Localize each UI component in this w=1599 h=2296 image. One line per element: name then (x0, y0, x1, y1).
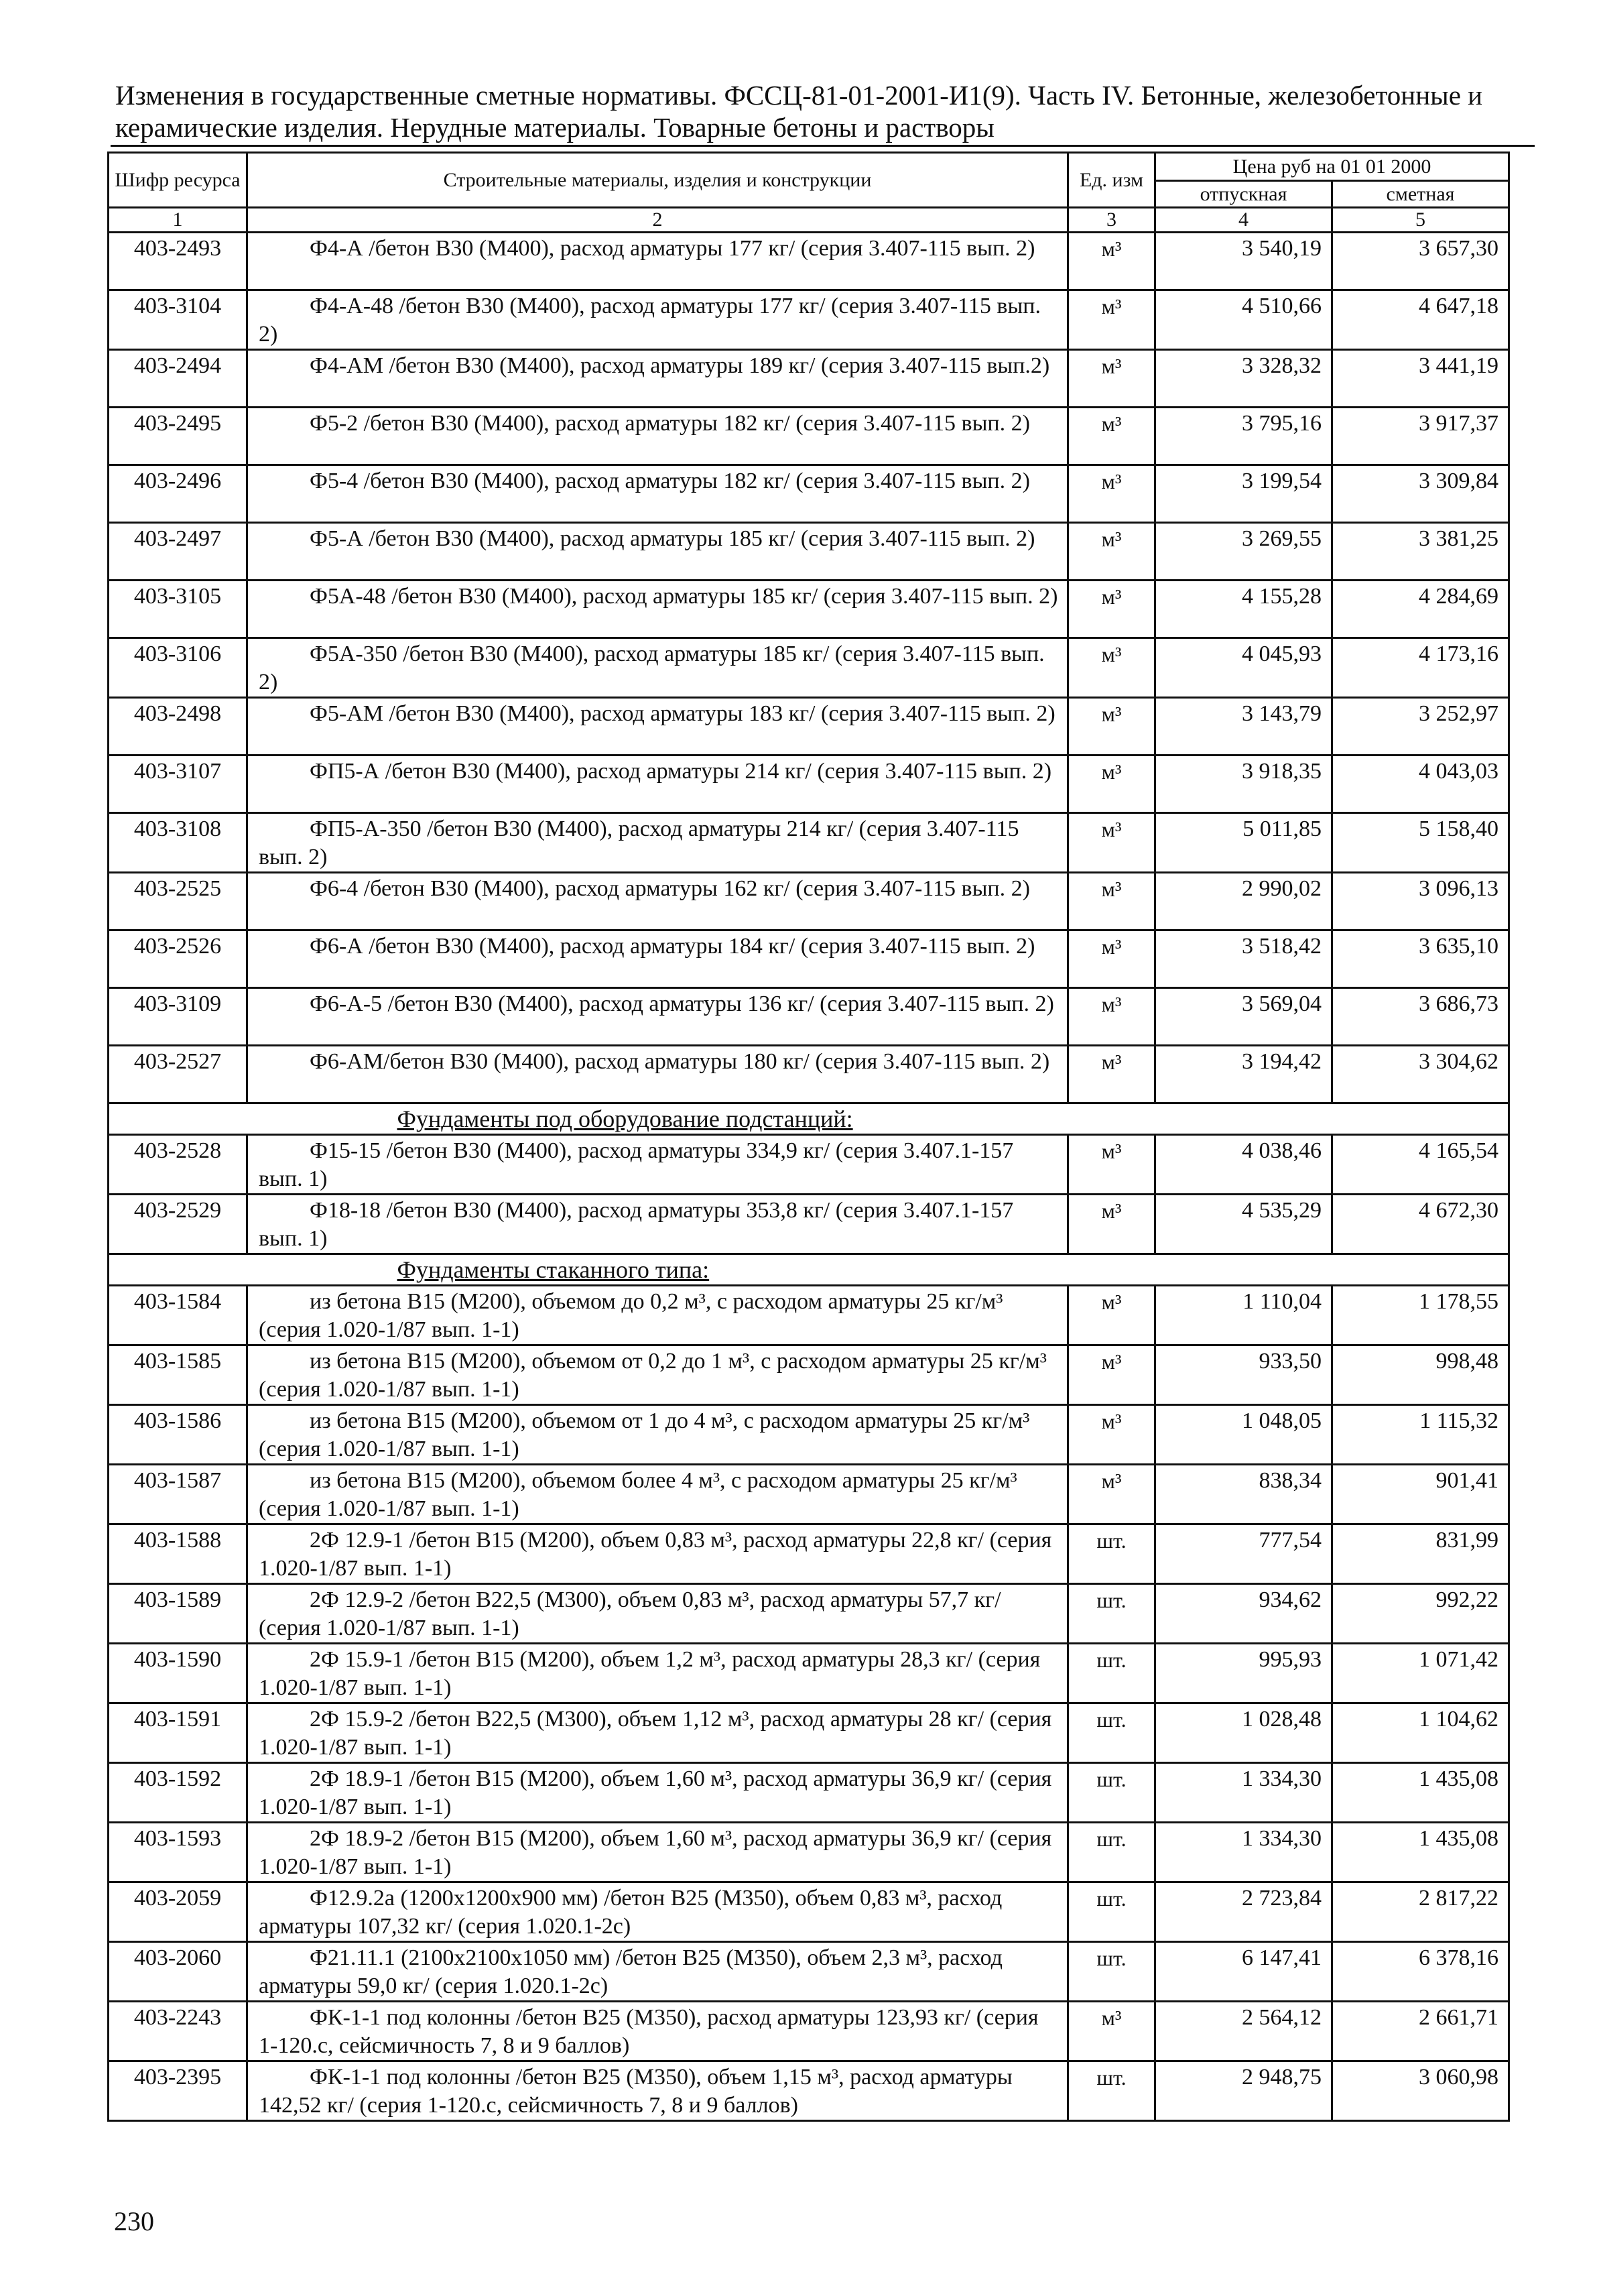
resource-code: 403-1590 (109, 1644, 247, 1703)
unit-of-measure: шт. (1068, 1524, 1155, 1584)
price-release: 1 028,48 (1155, 1703, 1332, 1763)
resource-code: 403-1588 (109, 1524, 247, 1584)
price-release: 3 918,35 (1155, 756, 1332, 813)
price-estimate: 3 304,62 (1332, 1046, 1509, 1103)
unit-of-measure: шт. (1068, 1644, 1155, 1703)
price-estimate: 3 381,25 (1332, 523, 1509, 581)
price-release: 4 045,93 (1155, 638, 1332, 698)
price-estimate: 3 096,13 (1332, 873, 1509, 930)
resource-name: 2Ф 18.9-2 /бетон В15 (М200), объем 1,60 м³, расход арматуры 36,9 кг/ (серия 1.020-1/87 вып. 1-1) (247, 1823, 1068, 1882)
resource-name: 2Ф 15.9-1 /бетон В15 (М200), объем 1,2 м³, расход арматуры 28,3 кг/ (серия 1.020-1/87 вып. 1-1) (247, 1644, 1068, 1703)
unit-of-measure: м³ (1068, 1135, 1155, 1195)
unit-of-measure: м³ (1068, 2002, 1155, 2061)
resource-name: ФП5-А-350 /бетон В30 (М400), расход арматуры 214 кг/ (серия 3.407-115 вып. 2) (247, 813, 1068, 873)
resource-name: Ф5-2 /бетон В30 (М400), расход арматуры 182 кг/ (серия 3.407-115 вып. 2) (247, 408, 1068, 465)
unit-of-measure: м³ (1068, 1345, 1155, 1405)
unit-of-measure: м³ (1068, 1405, 1155, 1465)
unit-of-measure: шт. (1068, 1882, 1155, 1942)
unit-of-measure: м³ (1068, 581, 1155, 638)
table-row (109, 1286, 1509, 1345)
resource-name: Ф15-15 /бетон В30 (М400), расход арматуры 334,9 кг/ (серия 3.407.1-157 вып. 1) (247, 1135, 1068, 1195)
unit-of-measure: шт. (1068, 2061, 1155, 2121)
header-price-group: Цена руб на 01 01 2000 (1155, 153, 1509, 181)
price-estimate: 1 435,08 (1332, 1763, 1509, 1823)
price-estimate: 2 817,22 (1332, 1882, 1509, 1942)
table-row (109, 1135, 1509, 1195)
table-row (109, 408, 1509, 465)
unit-of-measure: м³ (1068, 523, 1155, 581)
table-row (109, 1823, 1509, 1882)
price-estimate: 2 661,71 (1332, 2002, 1509, 2061)
resource-name: Ф5-А /бетон В30 (М400), расход арматуры 185 кг/ (серия 3.407-115 вып. 2) (247, 523, 1068, 581)
resource-name: Ф5-АМ /бетон В30 (М400), расход арматуры 183 кг/ (серия 3.407-115 вып. 2) (247, 698, 1068, 756)
price-release: 933,50 (1155, 1345, 1332, 1405)
price-release: 1 334,30 (1155, 1763, 1332, 1823)
price-estimate: 4 284,69 (1332, 581, 1509, 638)
price-estimate: 1 115,32 (1332, 1405, 1509, 1465)
unit-of-measure: м³ (1068, 930, 1155, 988)
price-estimate: 4 647,18 (1332, 290, 1509, 350)
table-row (109, 2061, 1509, 2121)
price-estimate: 5 158,40 (1332, 813, 1509, 873)
resource-code: 403-1587 (109, 1465, 247, 1524)
section-spacer (109, 1254, 247, 1286)
price-estimate: 3 686,73 (1332, 988, 1509, 1046)
price-release: 995,93 (1155, 1644, 1332, 1703)
unit-of-measure: м³ (1068, 1195, 1155, 1254)
page-title: Изменения в государственные сметные нормативы. ФССЦ-81-01-2001-И1(9). Часть IV. Бетонные, железобетонные и керамические изделия. Нерудные материалы. Товарные бетоны и растворы (115, 80, 1483, 143)
resource-name: 2Ф 15.9-2 /бетон В22,5 (М300), объем 1,12 м³, расход арматуры 28 кг/ (серия 1.020-1/87 вып. 1-1) (247, 1703, 1068, 1763)
table-row (109, 930, 1509, 988)
resource-name: Ф6-А /бетон В30 (М400), расход арматуры 184 кг/ (серия 3.407-115 вып. 2) (247, 930, 1068, 988)
price-release: 838,34 (1155, 1465, 1332, 1524)
table-row (109, 350, 1509, 408)
section-heading: Фундаменты стаканного типа: (247, 1254, 1509, 1286)
resource-name: Ф6-А-5 /бетон В30 (М400), расход арматуры 136 кг/ (серия 3.407-115 вып. 2) (247, 988, 1068, 1046)
resource-name: Ф12.9.2а (1200х1200х900 мм) /бетон В25 (М350), объем 0,83 м³, расход арматуры 107,32 кг/ (серия 1.020.1-2с) (247, 1882, 1068, 1942)
resource-name: ФП5-А /бетон В30 (М400), расход арматуры 214 кг/ (серия 3.407-115 вып. 2) (247, 756, 1068, 813)
resource-code: 403-2527 (109, 1046, 247, 1103)
header-name: Строительные материалы, изделия и конструкции (247, 153, 1068, 208)
resource-name: Ф6-АМ/бетон В30 (М400), расход арматуры 180 кг/ (серия 3.407-115 вып. 2) (247, 1046, 1068, 1103)
price-release: 3 328,32 (1155, 350, 1332, 408)
unit-of-measure: м³ (1068, 1465, 1155, 1524)
price-release: 934,62 (1155, 1584, 1332, 1644)
price-release: 777,54 (1155, 1524, 1332, 1584)
price-estimate: 4 165,54 (1332, 1135, 1509, 1195)
price-release: 3 518,42 (1155, 930, 1332, 988)
table-row (109, 2002, 1509, 2061)
price-release: 4 038,46 (1155, 1135, 1332, 1195)
price-release: 5 011,85 (1155, 813, 1332, 873)
price-estimate: 1 178,55 (1332, 1286, 1509, 1345)
resource-name: 2Ф 12.9-2 /бетон В22,5 (М300), объем 0,83 м³, расход арматуры 57,7 кг/ (серия 1.020-1/87 вып. 1-1) (247, 1584, 1068, 1644)
resource-name: Ф4-А-48 /бетон В30 (М400), расход арматуры 177 кг/ (серия 3.407-115 вып. 2) (247, 290, 1068, 350)
table-row (109, 1584, 1509, 1644)
resource-code: 403-1584 (109, 1286, 247, 1345)
table-row (109, 1345, 1509, 1405)
price-estimate: 3 252,97 (1332, 698, 1509, 756)
resource-code: 403-2529 (109, 1195, 247, 1254)
unit-of-measure: м³ (1068, 873, 1155, 930)
price-estimate: 4 173,16 (1332, 638, 1509, 698)
section-heading: Фундаменты под оборудование подстанций: (247, 1103, 1509, 1135)
resource-code: 403-3106 (109, 638, 247, 698)
section-spacer (109, 1103, 247, 1135)
price-estimate: 1 435,08 (1332, 1823, 1509, 1882)
price-release: 4 155,28 (1155, 581, 1332, 638)
column-number: 4 (1155, 208, 1332, 233)
resource-code: 403-1591 (109, 1703, 247, 1763)
resource-code: 403-2525 (109, 873, 247, 930)
section-row (109, 1103, 1509, 1135)
resource-code: 403-2493 (109, 233, 247, 290)
table-row (109, 233, 1509, 290)
column-number-row (109, 208, 1509, 233)
unit-of-measure: м³ (1068, 988, 1155, 1046)
table-row (109, 1942, 1509, 2002)
unit-of-measure: шт. (1068, 1584, 1155, 1644)
resource-code: 403-2243 (109, 2002, 247, 2061)
price-release: 3 540,19 (1155, 233, 1332, 290)
price-estimate: 1 071,42 (1332, 1644, 1509, 1703)
unit-of-measure: шт. (1068, 1823, 1155, 1882)
price-estimate: 4 043,03 (1332, 756, 1509, 813)
table-row (109, 756, 1509, 813)
resource-code: 403-3109 (109, 988, 247, 1046)
resource-code: 403-2494 (109, 350, 247, 408)
resource-code: 403-1585 (109, 1345, 247, 1405)
unit-of-measure: шт. (1068, 1703, 1155, 1763)
price-release: 4 535,29 (1155, 1195, 1332, 1254)
resource-code: 403-3105 (109, 581, 247, 638)
table-row (109, 1703, 1509, 1763)
table-row (109, 698, 1509, 756)
resource-name: ФК-1-1 под колонны /бетон В25 (М350), расход арматуры 123,93 кг/ (серия 1-120.с, сейсмичность 7, 8 и 9 баллов) (247, 2002, 1068, 2061)
price-release: 3 194,42 (1155, 1046, 1332, 1103)
resource-code: 403-2060 (109, 1942, 247, 2002)
resource-name: Ф5-4 /бетон В30 (М400), расход арматуры 182 кг/ (серия 3.407-115 вып. 2) (247, 465, 1068, 523)
price-estimate: 992,22 (1332, 1584, 1509, 1644)
resource-name: Ф6-4 /бетон В30 (М400), расход арматуры 162 кг/ (серия 3.407-115 вып. 2) (247, 873, 1068, 930)
resource-name: Ф4-А /бетон В30 (М400), расход арматуры 177 кг/ (серия 3.407-115 вып. 2) (247, 233, 1068, 290)
resource-name: из бетона В15 (М200), объемом от 0,2 до 1 м³, с расходом арматуры 25 кг/м³ (серия 1.020-1/87 вып. 1-1) (247, 1345, 1068, 1405)
price-release: 2 564,12 (1155, 2002, 1332, 2061)
price-estimate: 998,48 (1332, 1345, 1509, 1405)
price-table (107, 152, 1510, 2122)
price-estimate: 3 635,10 (1332, 930, 1509, 988)
table-row (109, 1644, 1509, 1703)
table-row (109, 1524, 1509, 1584)
resource-name: 2Ф 18.9-1 /бетон В15 (М200), объем 1,60 м³, расход арматуры 36,9 кг/ (серия 1.020-1/87 вып. 1-1) (247, 1763, 1068, 1823)
price-release: 2 990,02 (1155, 873, 1332, 930)
resource-code: 403-2395 (109, 2061, 247, 2121)
unit-of-measure: м³ (1068, 1286, 1155, 1345)
table-row (109, 1465, 1509, 1524)
price-release: 3 269,55 (1155, 523, 1332, 581)
unit-of-measure: м³ (1068, 756, 1155, 813)
price-estimate: 6 378,16 (1332, 1942, 1509, 2002)
unit-of-measure: шт. (1068, 1763, 1155, 1823)
table-row (109, 1763, 1509, 1823)
table-row (109, 1405, 1509, 1465)
table-row (109, 1882, 1509, 1942)
column-number: 5 (1332, 208, 1509, 233)
price-estimate: 4 672,30 (1332, 1195, 1509, 1254)
resource-name: из бетона В15 (М200), объемом более 4 м³, с расходом арматуры 25 кг/м³ (серия 1.020-1/87 вып. 1-1) (247, 1465, 1068, 1524)
resource-code: 403-1589 (109, 1584, 247, 1644)
resource-code: 403-2497 (109, 523, 247, 581)
unit-of-measure: шт. (1068, 1942, 1155, 2002)
price-estimate: 3 309,84 (1332, 465, 1509, 523)
unit-of-measure: м³ (1068, 1046, 1155, 1103)
table-header (109, 153, 1509, 233)
table-row (109, 873, 1509, 930)
table-row (109, 813, 1509, 873)
title-rule (111, 145, 1535, 147)
resource-name: Ф21.11.1 (2100х2100х1050 мм) /бетон В25 (М350), объем 2,3 м³, расход арматуры 59,0 кг/ (серия 1.020.1-2с) (247, 1942, 1068, 2002)
price-release: 1 334,30 (1155, 1823, 1332, 1882)
resource-name: ФК-1-1 под колонны /бетон В25 (М350), объем 1,15 м³, расход арматуры 142,52 кг/ (серия 1-120.с, сейсмичность 7, 8 и 9 баллов) (247, 2061, 1068, 2121)
unit-of-measure: м³ (1068, 638, 1155, 698)
table-row (109, 290, 1509, 350)
table-row (109, 638, 1509, 698)
price-estimate: 901,41 (1332, 1465, 1509, 1524)
resource-code: 403-1586 (109, 1405, 247, 1465)
resource-code: 403-2526 (109, 930, 247, 988)
table-row (109, 988, 1509, 1046)
resource-code: 403-2496 (109, 465, 247, 523)
header-unit: Ед. изм (1068, 153, 1155, 208)
resource-code: 403-3108 (109, 813, 247, 873)
resource-code: 403-2059 (109, 1882, 247, 1942)
price-estimate: 831,99 (1332, 1524, 1509, 1584)
column-number: 1 (109, 208, 247, 233)
table-row (109, 465, 1509, 523)
price-estimate: 3 441,19 (1332, 350, 1509, 408)
resource-code: 403-2495 (109, 408, 247, 465)
table-body (109, 233, 1509, 2121)
resource-name: Ф4-АМ /бетон В30 (М400), расход арматуры 189 кг/ (серия 3.407-115 вып.2) (247, 350, 1068, 408)
resource-code: 403-3104 (109, 290, 247, 350)
price-release: 3 569,04 (1155, 988, 1332, 1046)
price-estimate: 1 104,62 (1332, 1703, 1509, 1763)
column-number: 3 (1068, 208, 1155, 233)
price-release: 1 048,05 (1155, 1405, 1332, 1465)
unit-of-measure: м³ (1068, 465, 1155, 523)
resource-name: Ф18-18 /бетон В30 (М400), расход арматуры 353,8 кг/ (серия 3.407.1-157 вып. 1) (247, 1195, 1068, 1254)
resource-code: 403-1593 (109, 1823, 247, 1882)
header-price-estimate: сметная (1332, 181, 1509, 208)
unit-of-measure: м³ (1068, 408, 1155, 465)
price-release: 3 199,54 (1155, 465, 1332, 523)
price-release: 6 147,41 (1155, 1942, 1332, 2002)
price-release: 3 143,79 (1155, 698, 1332, 756)
table-row (109, 1195, 1509, 1254)
table-row (109, 1046, 1509, 1103)
price-estimate: 3 060,98 (1332, 2061, 1509, 2121)
resource-name: Ф5А-350 /бетон В30 (М400), расход арматуры 185 кг/ (серия 3.407-115 вып. 2) (247, 638, 1068, 698)
resource-name: из бетона В15 (М200), объемом до 0,2 м³, с расходом арматуры 25 кг/м³ (серия 1.020-1/87 вып. 1-1) (247, 1286, 1068, 1345)
unit-of-measure: м³ (1068, 350, 1155, 408)
price-release: 3 795,16 (1155, 408, 1332, 465)
resource-code: 403-2498 (109, 698, 247, 756)
page-number: 230 (114, 2206, 154, 2236)
section-row (109, 1254, 1509, 1286)
resource-code: 403-2528 (109, 1135, 247, 1195)
price-release: 2 723,84 (1155, 1882, 1332, 1942)
unit-of-measure: м³ (1068, 813, 1155, 873)
price-release: 1 110,04 (1155, 1286, 1332, 1345)
table-row (109, 581, 1509, 638)
table-row (109, 523, 1509, 581)
resource-name: Ф5А-48 /бетон В30 (М400), расход арматуры 185 кг/ (серия 3.407-115 вып. 2) (247, 581, 1068, 638)
price-release: 2 948,75 (1155, 2061, 1332, 2121)
price-estimate: 3 917,37 (1332, 408, 1509, 465)
unit-of-measure: м³ (1068, 233, 1155, 290)
price-release: 4 510,66 (1155, 290, 1332, 350)
header-code: Шифр ресурса (109, 153, 247, 208)
unit-of-measure: м³ (1068, 290, 1155, 350)
header-price-release: отпускная (1155, 181, 1332, 208)
resource-name: 2Ф 12.9-1 /бетон В15 (М200), объем 0,83 м³, расход арматуры 22,8 кг/ (серия 1.020-1/87 вып. 1-1) (247, 1524, 1068, 1584)
resource-code: 403-3107 (109, 756, 247, 813)
unit-of-measure: м³ (1068, 698, 1155, 756)
resource-code: 403-1592 (109, 1763, 247, 1823)
column-number: 2 (247, 208, 1068, 233)
price-estimate: 3 657,30 (1332, 233, 1509, 290)
resource-name: из бетона В15 (М200), объемом от 1 до 4 м³, с расходом арматуры 25 кг/м³ (серия 1.020-1/87 вып. 1-1) (247, 1405, 1068, 1465)
